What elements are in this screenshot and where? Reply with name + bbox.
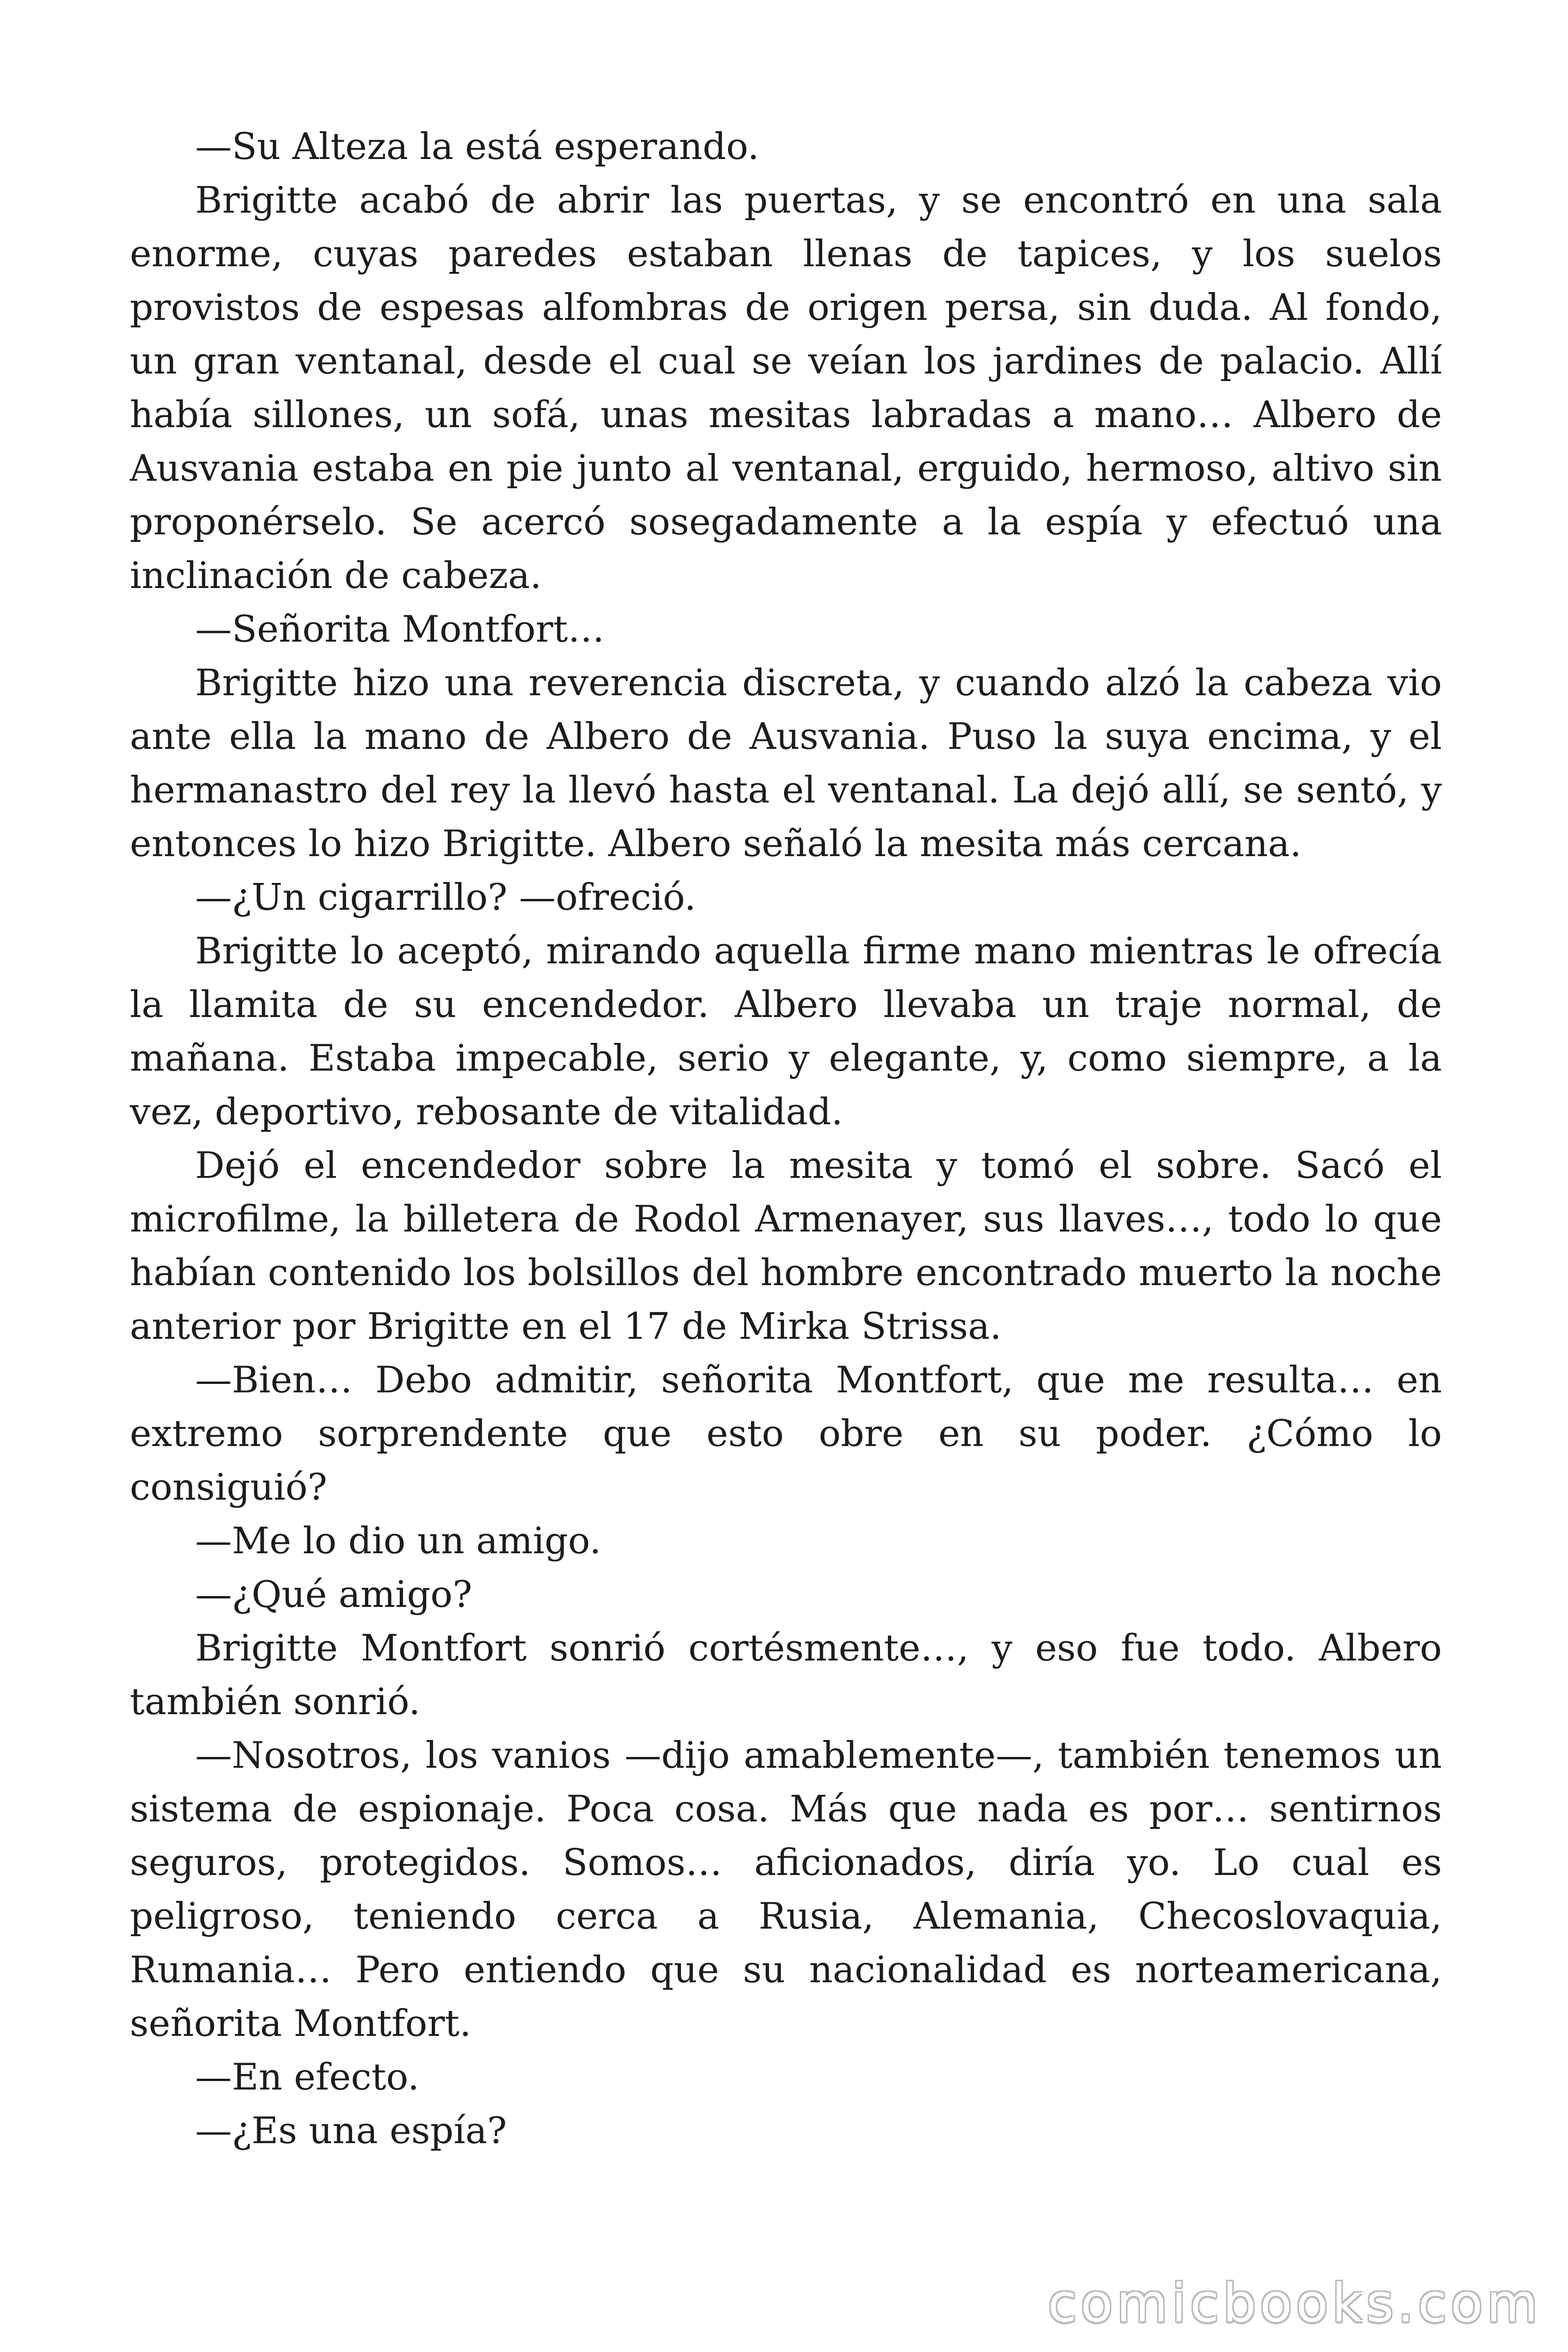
- paragraph: Brigitte acabó de abrir las puertas, y se encontró en una sala enorme, cuyas paredes estaban llenas de tapices, y los suelos provistos de espesas alfombras de origen persa, sin duda. Al fondo, un gran ventanal, desde el cual se veían los jardines de palacio. Allí había sillones, un sofá, unas mesitas labradas a mano… Albero de Ausvania estaba en pie junto al ventanal, erguido, hermoso, altivo sin proponérselo. Se acercó sosegadamente a la espía y efectuó una inclinación de cabeza.: [130, 179, 1442, 597]
- paragraph: —¿Un cigarrillo? —ofreció.: [195, 876, 696, 919]
- paragraph: Brigitte Montfort sonrió cortésmente…, y eso fue todo. Albero también sonrió.: [130, 1627, 1442, 1723]
- paragraph: —¿Es una espía?: [195, 2110, 507, 2152]
- text-column: [130, 120, 1442, 2158]
- paragraph: —En efecto.: [195, 2056, 420, 2098]
- paragraph: —Señorita Montfort…: [195, 608, 605, 651]
- paragraph: —Me lo dio un amigo.: [195, 1520, 602, 1562]
- paragraph: Brigitte hizo una reverencia discreta, y cuando alzó la cabeza vio ante ella la mano de Albero de Ausvania. Puso la suya encima, y el hermanastro del rey la llevó hasta el ventanal. La dejó allí, se sentó, y entonces lo hizo Brigitte. Albero señaló la mesita más cercana.: [130, 662, 1442, 865]
- paragraph: —¿Qué amigo?: [195, 1573, 473, 1616]
- paragraph: —Nosotros, los vanios —dijo amablemente—, también tenemos un sistema de espionaje. Poca cosa. Más que nada es por… sentirnos seguros, protegidos. Somos… aficionados, diría yo. Lo cual es peligroso, teniendo cerca a Rusia, Alemania, Checoslovaquia, Rumania… Pero entiendo que su nacionalidad es norteamericana, señorita Montfort.: [130, 1734, 1442, 2045]
- paragraph: —Su Alteza la está esperando.: [195, 126, 760, 168]
- watermark-text: comicbooks.com: [1047, 2273, 1542, 2334]
- paragraph: —Bien… Debo admitir, señorita Montfort, que me resulta… en extremo sorprendente que esto obre en su poder. ¿Cómo lo consiguió?: [130, 1359, 1442, 1509]
- paragraph: Dejó el encendedor sobre la mesita y tomó el sobre. Sacó el microfilme, la billetera de Rodol Armenayer, sus llaves…, todo lo que habían contenido los bolsillos del hombre encontrado muerto la noche anterior por Brigitte en el 17 de Mirka Strissa.: [130, 1144, 1442, 1348]
- paragraph: Brigitte lo aceptó, mirando aquella firme mano mientras le ofrecía la llamita de su encendedor. Albero llevaba un traje normal, de mañana. Estaba impecable, serio y elegante, y, como siempre, a la vez, deportivo, rebosante de vitalidad.: [130, 930, 1442, 1133]
